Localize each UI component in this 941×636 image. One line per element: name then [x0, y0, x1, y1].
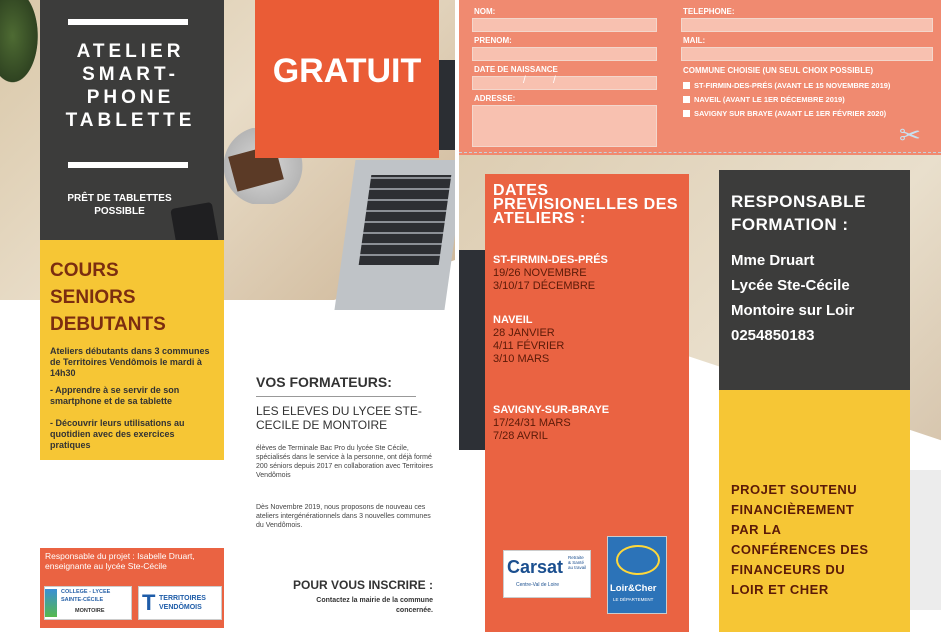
commune-label: COMMUNE CHOISIE (UN SEUL CHOIX POSSIBLE) [683, 66, 874, 75]
name-label: NOM: [474, 7, 496, 16]
date-separator: / [553, 75, 556, 86]
phone-field[interactable] [681, 18, 933, 32]
title-top-bar [68, 19, 188, 25]
notebook-image [910, 470, 941, 610]
funding-line: CONFÉRENCES DES [731, 542, 869, 557]
name-field[interactable] [472, 18, 657, 32]
dates-line: 19/26 NOVEMBRE [493, 267, 587, 279]
commune-option-2[interactable] [683, 95, 845, 104]
trainers-box [244, 366, 437, 546]
title-line: SMART- [82, 64, 179, 85]
commune-option-1[interactable] [683, 81, 890, 90]
trainers-paragraph-2: Dès Novembre 2019, nous proposons de nouveau ces ateliers intergénérationnels dans 3 nouvelles communes du Vendômois. [256, 504, 431, 529]
funding-line: PAR LA [731, 522, 782, 537]
left-flyer-page [0, 0, 455, 636]
contact-title-line: RESPONSABLE [731, 192, 866, 211]
learning-point-2: - Découvrir leurs utilisations au quotidien avec des exercices pratiques [50, 418, 185, 450]
contact-city: Montoire sur Loir [731, 302, 855, 319]
dates-line: 4/11 FÉVRIER [493, 340, 565, 352]
dates-place: ST-FIRMIN-DES-PRÉS [493, 254, 608, 266]
lycee-logo-line1: COLLEGE - LYCEE [61, 589, 111, 595]
dates-group [493, 254, 683, 293]
commune-option-label: ST-FIRMIN-DES-PRÉS (AVANT LE 15 NOVEMBRE 2019) [694, 81, 891, 90]
trainers-heading: VOS FORMATEURS: [256, 374, 392, 390]
funding-box [719, 390, 910, 632]
dates-place: SAVIGNY-SUR-BRAYE [493, 404, 610, 416]
birthdate-label: DATE DE NAISSANCE [474, 65, 558, 74]
loir-name: Loir&Cher [610, 583, 657, 594]
lycee-logo-line3: MONTOIRE [75, 608, 105, 614]
territoires-logo-line2: VENDÔMOIS [159, 604, 202, 611]
firstname-label: PRENOM: [474, 36, 512, 45]
trainers-subtitle: LES ELEVES DU LYCEE STE-CECILE DE MONTOIRE [256, 404, 422, 432]
dates-group [493, 404, 683, 443]
territoires-logo-line1: TERRITOIRES [159, 595, 206, 602]
trainers-divider [256, 396, 416, 397]
training-contact-title [731, 190, 866, 236]
dates-line: 17/24/31 MARS [493, 417, 571, 429]
title-line: ATELIER [76, 41, 185, 62]
seniors-title-line: COURS [50, 260, 119, 281]
dates-place: NAVEIL [493, 314, 533, 326]
funding-line: FINANCIÈREMENT [731, 502, 855, 517]
territoires-logo-mark: T [142, 590, 156, 615]
cut-line [459, 152, 941, 153]
carsat-tagline-line: Retraite [568, 555, 584, 560]
contact-phone: 0254850183 [731, 327, 815, 344]
contact-name: Mme Druart [731, 252, 815, 269]
firstname-field[interactable] [472, 47, 657, 61]
scissors-icon: ✂ [899, 120, 921, 150]
carsat-logo [503, 550, 591, 598]
dates-box [485, 174, 689, 632]
funding-line: FINANCEURS DU [731, 562, 846, 577]
checkbox[interactable] [683, 96, 690, 103]
title-line: TABLETTE [65, 110, 196, 131]
address-label: ADRESSE: [474, 94, 516, 103]
project-responsible-box [40, 548, 224, 628]
carsat-region: Centre-Val de Loire [516, 582, 559, 588]
carsat-tagline-line: au travail [568, 565, 587, 570]
trainers-paragraph-1: élèves de Terminale Bac Pro du lycée Ste Cécile, spécialisés dans le service à la personne, ont déjà formé 200 séniors depuis 2017 en collaboration avec Territoires Vendômois [256, 445, 433, 479]
lycee-logo-mark [45, 589, 57, 617]
dates-line: 3/10 MARS [493, 353, 550, 365]
seniors-title-line: DEBUTANTS [50, 314, 166, 335]
lycee-logo [44, 586, 132, 620]
mail-field[interactable] [681, 47, 933, 61]
dates-line: 28 JANVIER [493, 327, 555, 339]
phone-label: TELEPHONE: [683, 7, 735, 16]
project-responsible-text: Responsable du projet : Isabelle Druart, enseignante au lycée Ste-Cécile [45, 551, 195, 571]
contact-school: Lycée Ste-Cécile [731, 277, 850, 294]
dates-line: 3/10/17 DÉCEMBRE [493, 280, 596, 292]
lycee-logo-line2: SAINTE-CÉCILE [61, 597, 104, 603]
carsat-tagline [568, 555, 586, 570]
mail-label: MAIL: [683, 36, 706, 45]
dates-line: 7/28 AVRIL [493, 430, 548, 442]
commune-option-label: NAVEIL (AVANT LE 1ER DÉCEMBRE 2019) [694, 95, 845, 104]
funding-line: PROJET SOUTENU [731, 482, 858, 497]
funding-text [731, 480, 869, 600]
commune-option-label: SAVIGNY SUR BRAYE (AVANT LE 1ER FÉVRIER 2020) [694, 109, 887, 118]
carsat-name: Carsat [507, 557, 564, 577]
title-bottom-bar [68, 162, 188, 168]
loir-logo-mark [616, 545, 660, 575]
free-badge [255, 0, 439, 158]
loir-sub: LE DÉPARTEMENT [613, 597, 654, 602]
workshops-description: Ateliers débutants dans 3 communes de Territoires Vendômois le mardi à 14h30 [50, 346, 210, 378]
birthdate-field[interactable] [472, 76, 657, 90]
workshop-title [38, 40, 223, 132]
contact-title-line: FORMATION : [731, 215, 849, 234]
register-text: Contactez la mairie de la commune concernée. [316, 597, 433, 614]
loir-et-cher-logo [607, 536, 667, 614]
funding-line: LOIR ET CHER [731, 582, 829, 597]
title-line: PHONE [86, 87, 175, 108]
dates-group [493, 314, 683, 366]
seniors-title [50, 257, 220, 338]
checkbox[interactable] [683, 110, 690, 117]
tablet-loan-text: PRÊT DE TABLETTES POSSIBLE [67, 193, 172, 217]
address-field[interactable] [472, 105, 657, 147]
keyboard-keys-image [359, 175, 452, 265]
dates-title: DATES PREVISIONELLES DES ATELIERS : [493, 182, 679, 227]
checkbox[interactable] [683, 82, 690, 89]
date-separator: / [523, 75, 526, 86]
register-heading: POUR VOUS INSCRIRE : [292, 578, 433, 592]
carsat-tagline-line: & Santé [568, 560, 585, 565]
territoires-logo [138, 586, 222, 620]
plant-image [0, 0, 42, 90]
training-contact-details [731, 248, 854, 348]
learning-point-1: - Apprendre à se servir de son smartphone et de sa tablette [50, 385, 180, 406]
free-label: GRATUIT [272, 52, 422, 90]
seniors-title-line: SENIORS [50, 287, 136, 308]
commune-option-3[interactable] [683, 109, 886, 118]
register-box [244, 566, 437, 631]
training-contact-box [719, 170, 910, 390]
